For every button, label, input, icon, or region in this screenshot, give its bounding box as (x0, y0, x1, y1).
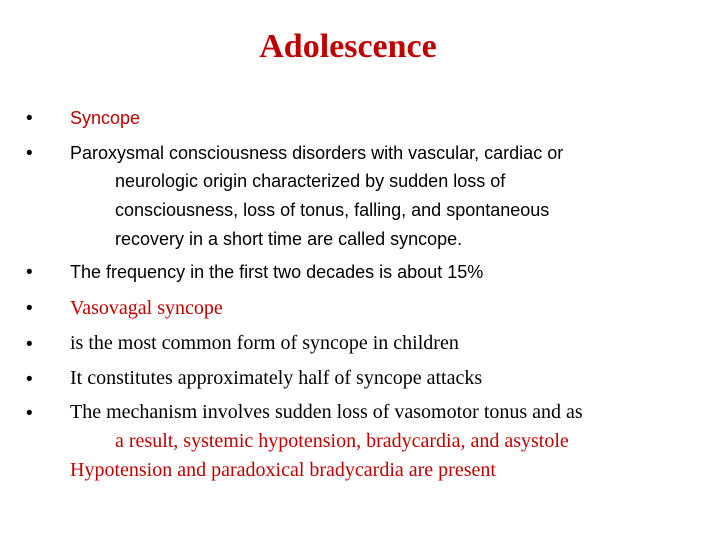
bullet-text-line: a result, systemic hypotension, bradycardia, and asystole (115, 430, 569, 452)
bullet-text: is the most common form of syncope in children (70, 332, 459, 354)
bullet-dot: • (26, 403, 33, 424)
bullet-text: It constitutes approximately half of syncope attacks (70, 367, 483, 389)
bullet-text-line: recovery in a short time are called syncope. (115, 229, 463, 249)
bullet-text-line: The mechanism involves sudden loss of vasomotor tonus and as (70, 401, 583, 423)
trailing-line: Hypotension and paradoxical bradycardia are present (70, 459, 496, 481)
bullet-text-line: neurologic origin characterized by sudden loss of (115, 171, 506, 191)
bullet-dot: • (26, 298, 33, 319)
bullet-text-line: consciousness, loss of tonus, falling, and spontaneous (115, 200, 550, 220)
bullet-dot: • (26, 369, 33, 390)
bullet-text: The frequency in the first two decades is about 15% (70, 262, 484, 282)
bullet-dot: • (26, 108, 33, 129)
bullet-dot: • (26, 262, 33, 283)
bullet-dot: • (26, 334, 33, 355)
bullet-text: Vasovagal syncope (70, 297, 223, 319)
bullet-text-line: Paroxysmal consciousness disorders with vascular, cardiac or (70, 143, 564, 163)
bullet-text: Syncope (70, 108, 141, 128)
slide-title: Adolescence (259, 28, 437, 65)
bullet-dot: • (26, 143, 33, 164)
